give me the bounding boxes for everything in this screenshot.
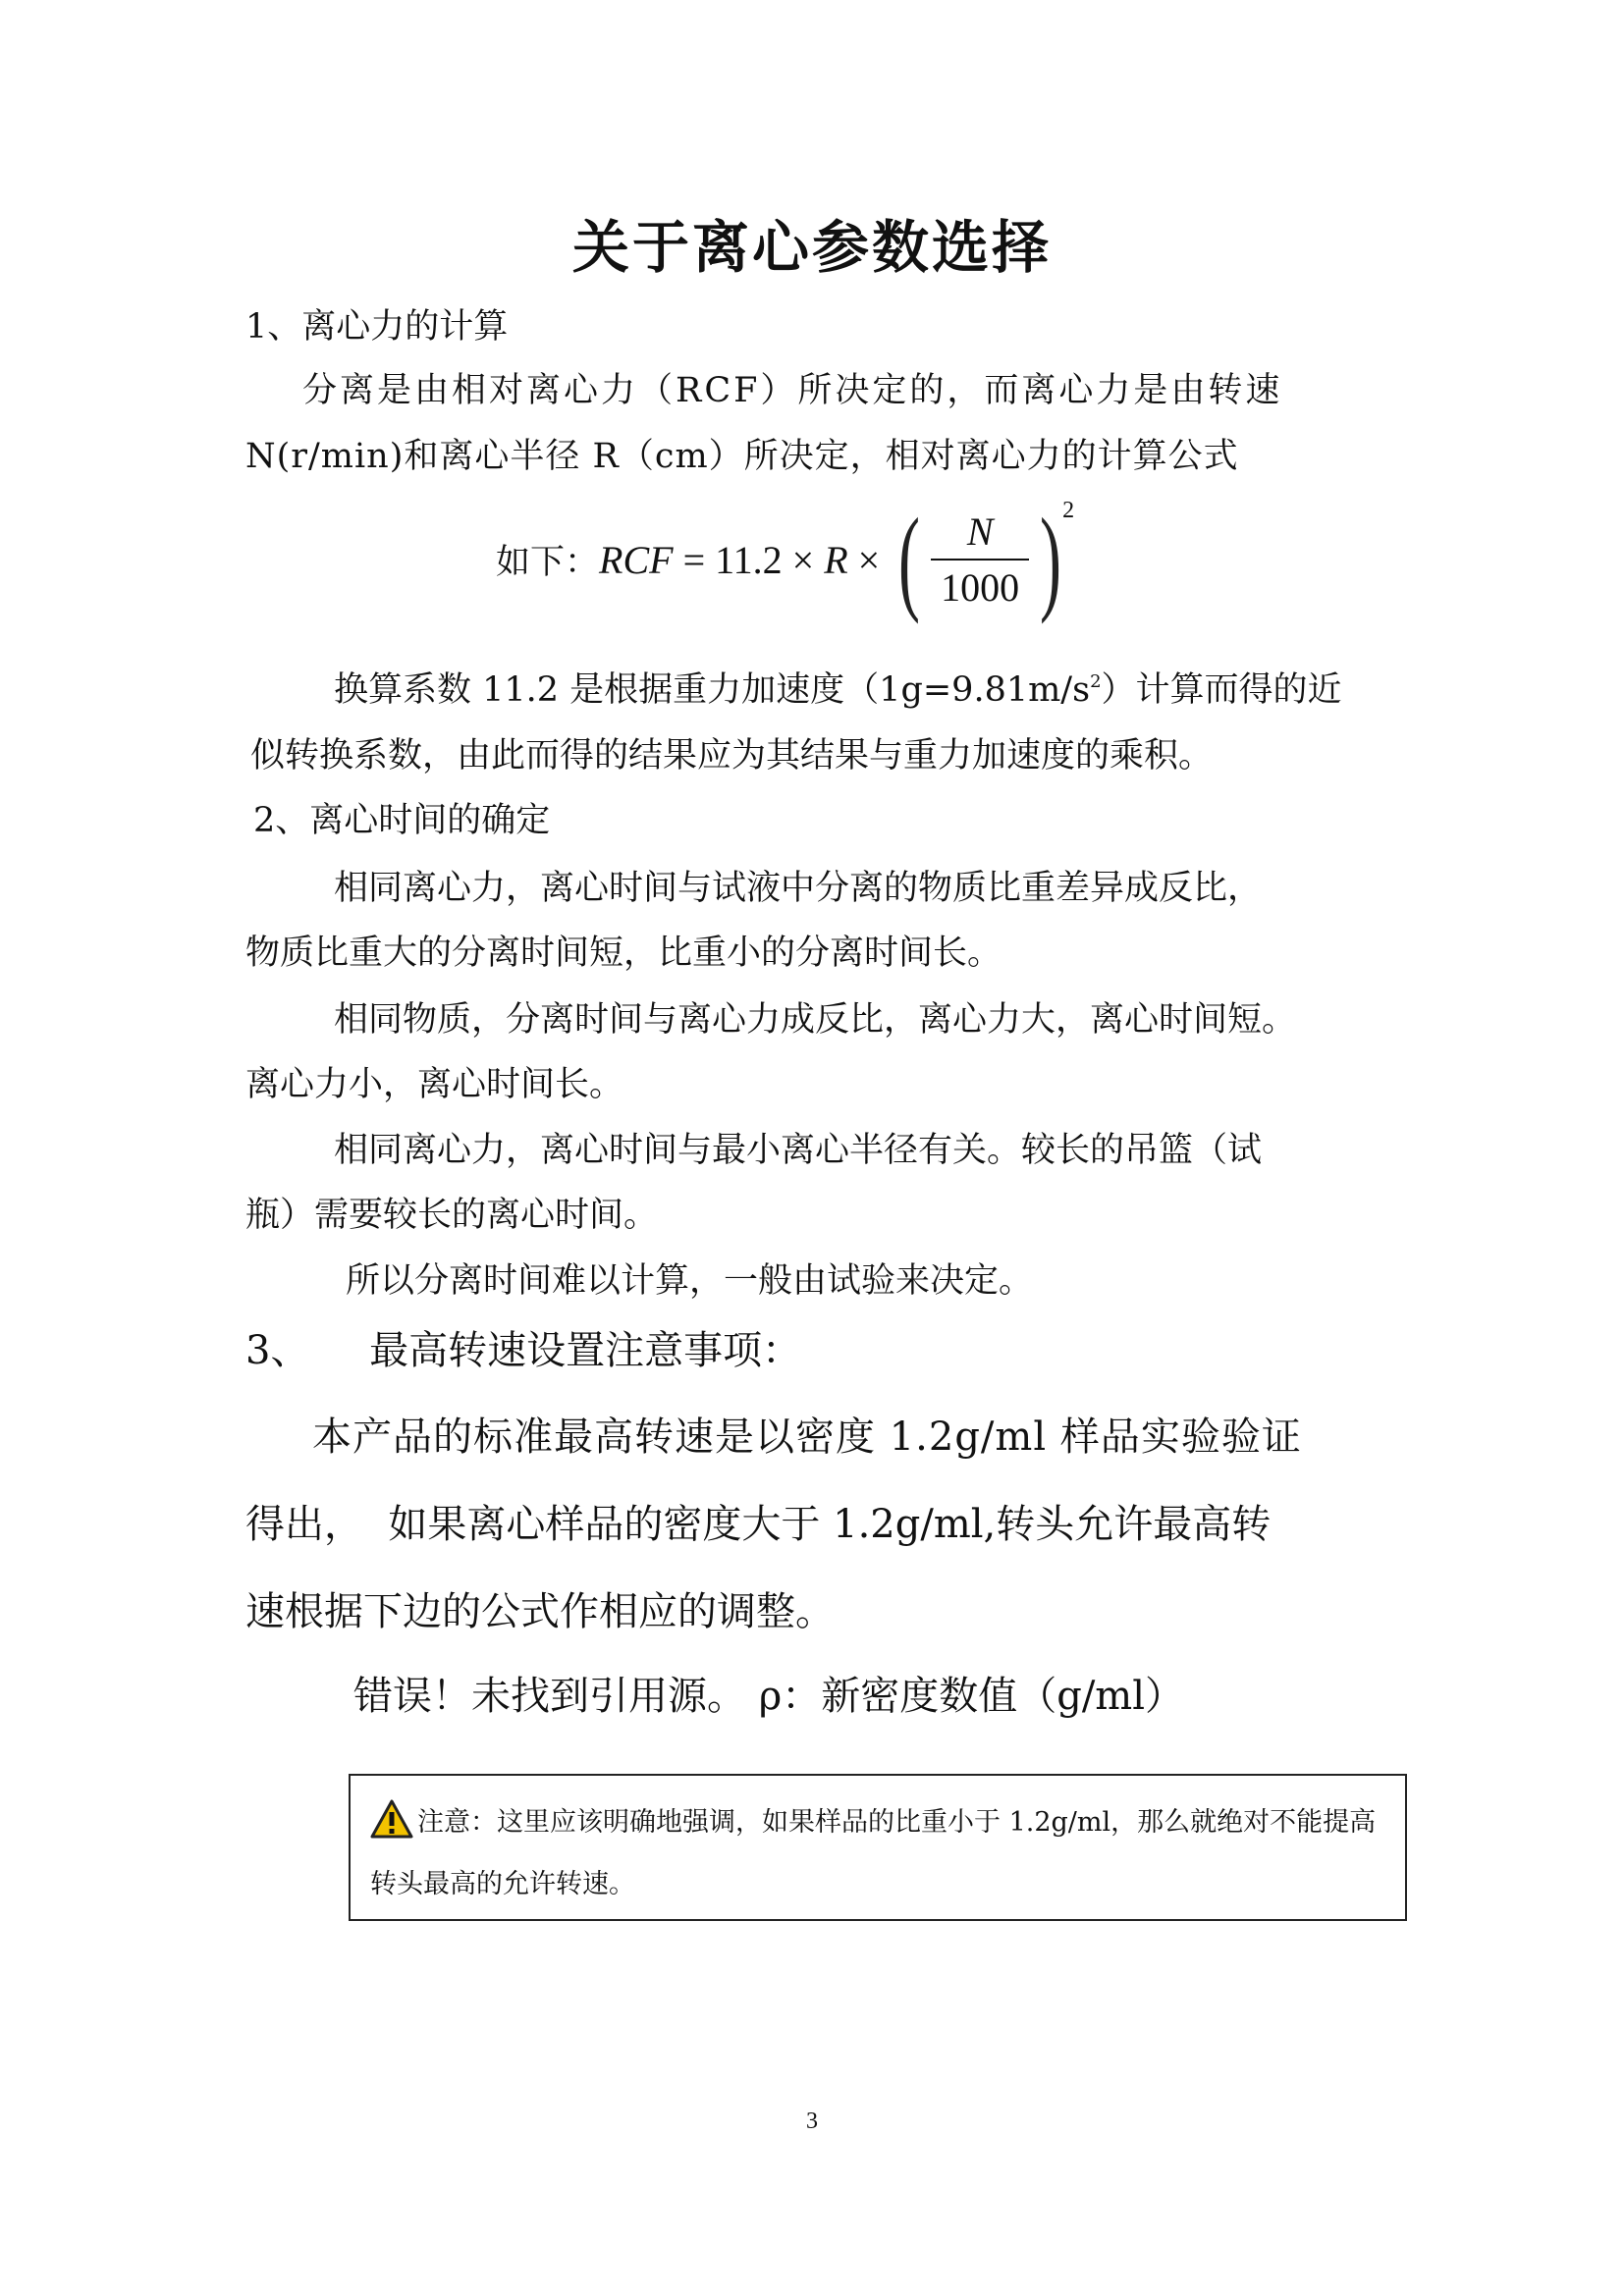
rcf-formula — [496, 496, 1082, 623]
page-title: 关于离心参数选择 — [571, 214, 1052, 281]
formula-eq: = 11.2 × — [673, 537, 825, 582]
formula-denominator: 1000 — [941, 565, 1020, 610]
section-2-p2-line-2: 离心力小，离心时间长。 — [245, 1065, 624, 1104]
section-1-para-1-line-2: N(r/min)和离心半径 R（cm）所决定，相对离心力的计算公式 — [245, 437, 1239, 476]
section-3-title: 最高转速设置注意事项： — [369, 1328, 802, 1373]
section-3-para-line-2: 得出， 如果离心样品的密度大于 1.2g/ml,转头允许最高转 — [245, 1502, 1272, 1547]
para-2-text-a: 换算系数 11.2 是根据重力加速度（1g=9.81m/s — [334, 670, 1091, 710]
section-1-heading: 1、离心力的计算 — [245, 307, 509, 347]
left-paren: ( — [898, 494, 921, 624]
section-1-para-2-line-2: 似转换系数，由此而得的结果应为其结果与重力加速度的乘积。 — [250, 736, 1214, 775]
formula-prefix: 如下： — [496, 543, 600, 582]
formula-r: R — [824, 537, 848, 582]
section-2-p3-line-2: 瓶）需要较长的离心时间。 — [245, 1196, 659, 1235]
formula-exponent: 2 — [1062, 497, 1075, 523]
note-box — [349, 1774, 1407, 1921]
note-text: 注意：这里应该明确地强调，如果样品的比重小于 1.2g/ml，那么就绝对不能提高转头最高的允许转速。 — [370, 1807, 1377, 1899]
formula-times: × — [847, 537, 891, 582]
section-2-p2-line-1: 相同物质，分离时间与离心力成反比，离心力大，离心时间短。 — [334, 1000, 1297, 1040]
section-2-p3-line-1: 相同离心力，离心时间与最小离心半径有关。较长的吊篮（试 — [334, 1131, 1263, 1170]
para-2-text-b: ）计算而得的近 — [1101, 670, 1342, 710]
formula-lhs: RCF — [599, 537, 674, 582]
warning-icon — [370, 1799, 413, 1857]
page-number: 3 — [806, 2109, 818, 2134]
section-2-heading: 2、离心时间的确定 — [253, 801, 551, 840]
section-2-p4: 所以分离时间难以计算，一般由试验来决定。 — [346, 1261, 1034, 1301]
formula-fraction — [931, 508, 1029, 611]
section-3-para-line-1: 本产品的标准最高转速是以密度 1.2g/ml 样品实验验证 — [312, 1415, 1302, 1460]
section-1-para-2-line-1 — [334, 663, 1342, 712]
section-3-number: 3、 — [245, 1328, 310, 1373]
superscript-2: 2 — [1090, 671, 1102, 692]
section-3-para-line-3: 速根据下边的公式作相应的调整。 — [245, 1589, 835, 1634]
formula-math — [599, 494, 1082, 624]
right-paren: ) — [1040, 494, 1062, 624]
section-1-para-1-line-1: 分离是由相对离心力（RCF）所决定的，而离心力是由转速 — [302, 371, 1283, 410]
reference-error-line: 错误！未找到引用源。 ρ：新密度数值（g/ml） — [353, 1674, 1185, 1719]
section-3-heading — [245, 1319, 801, 1375]
note-content — [370, 1795, 1391, 1911]
section-2-p1-line-1: 相同离心力，离心时间与试液中分离的物质比重差异成反比， — [334, 869, 1263, 908]
formula-numerator: N — [966, 509, 994, 554]
section-2-p1-line-2: 物质比重大的分离时间短，比重小的分离时间长。 — [245, 934, 1002, 973]
